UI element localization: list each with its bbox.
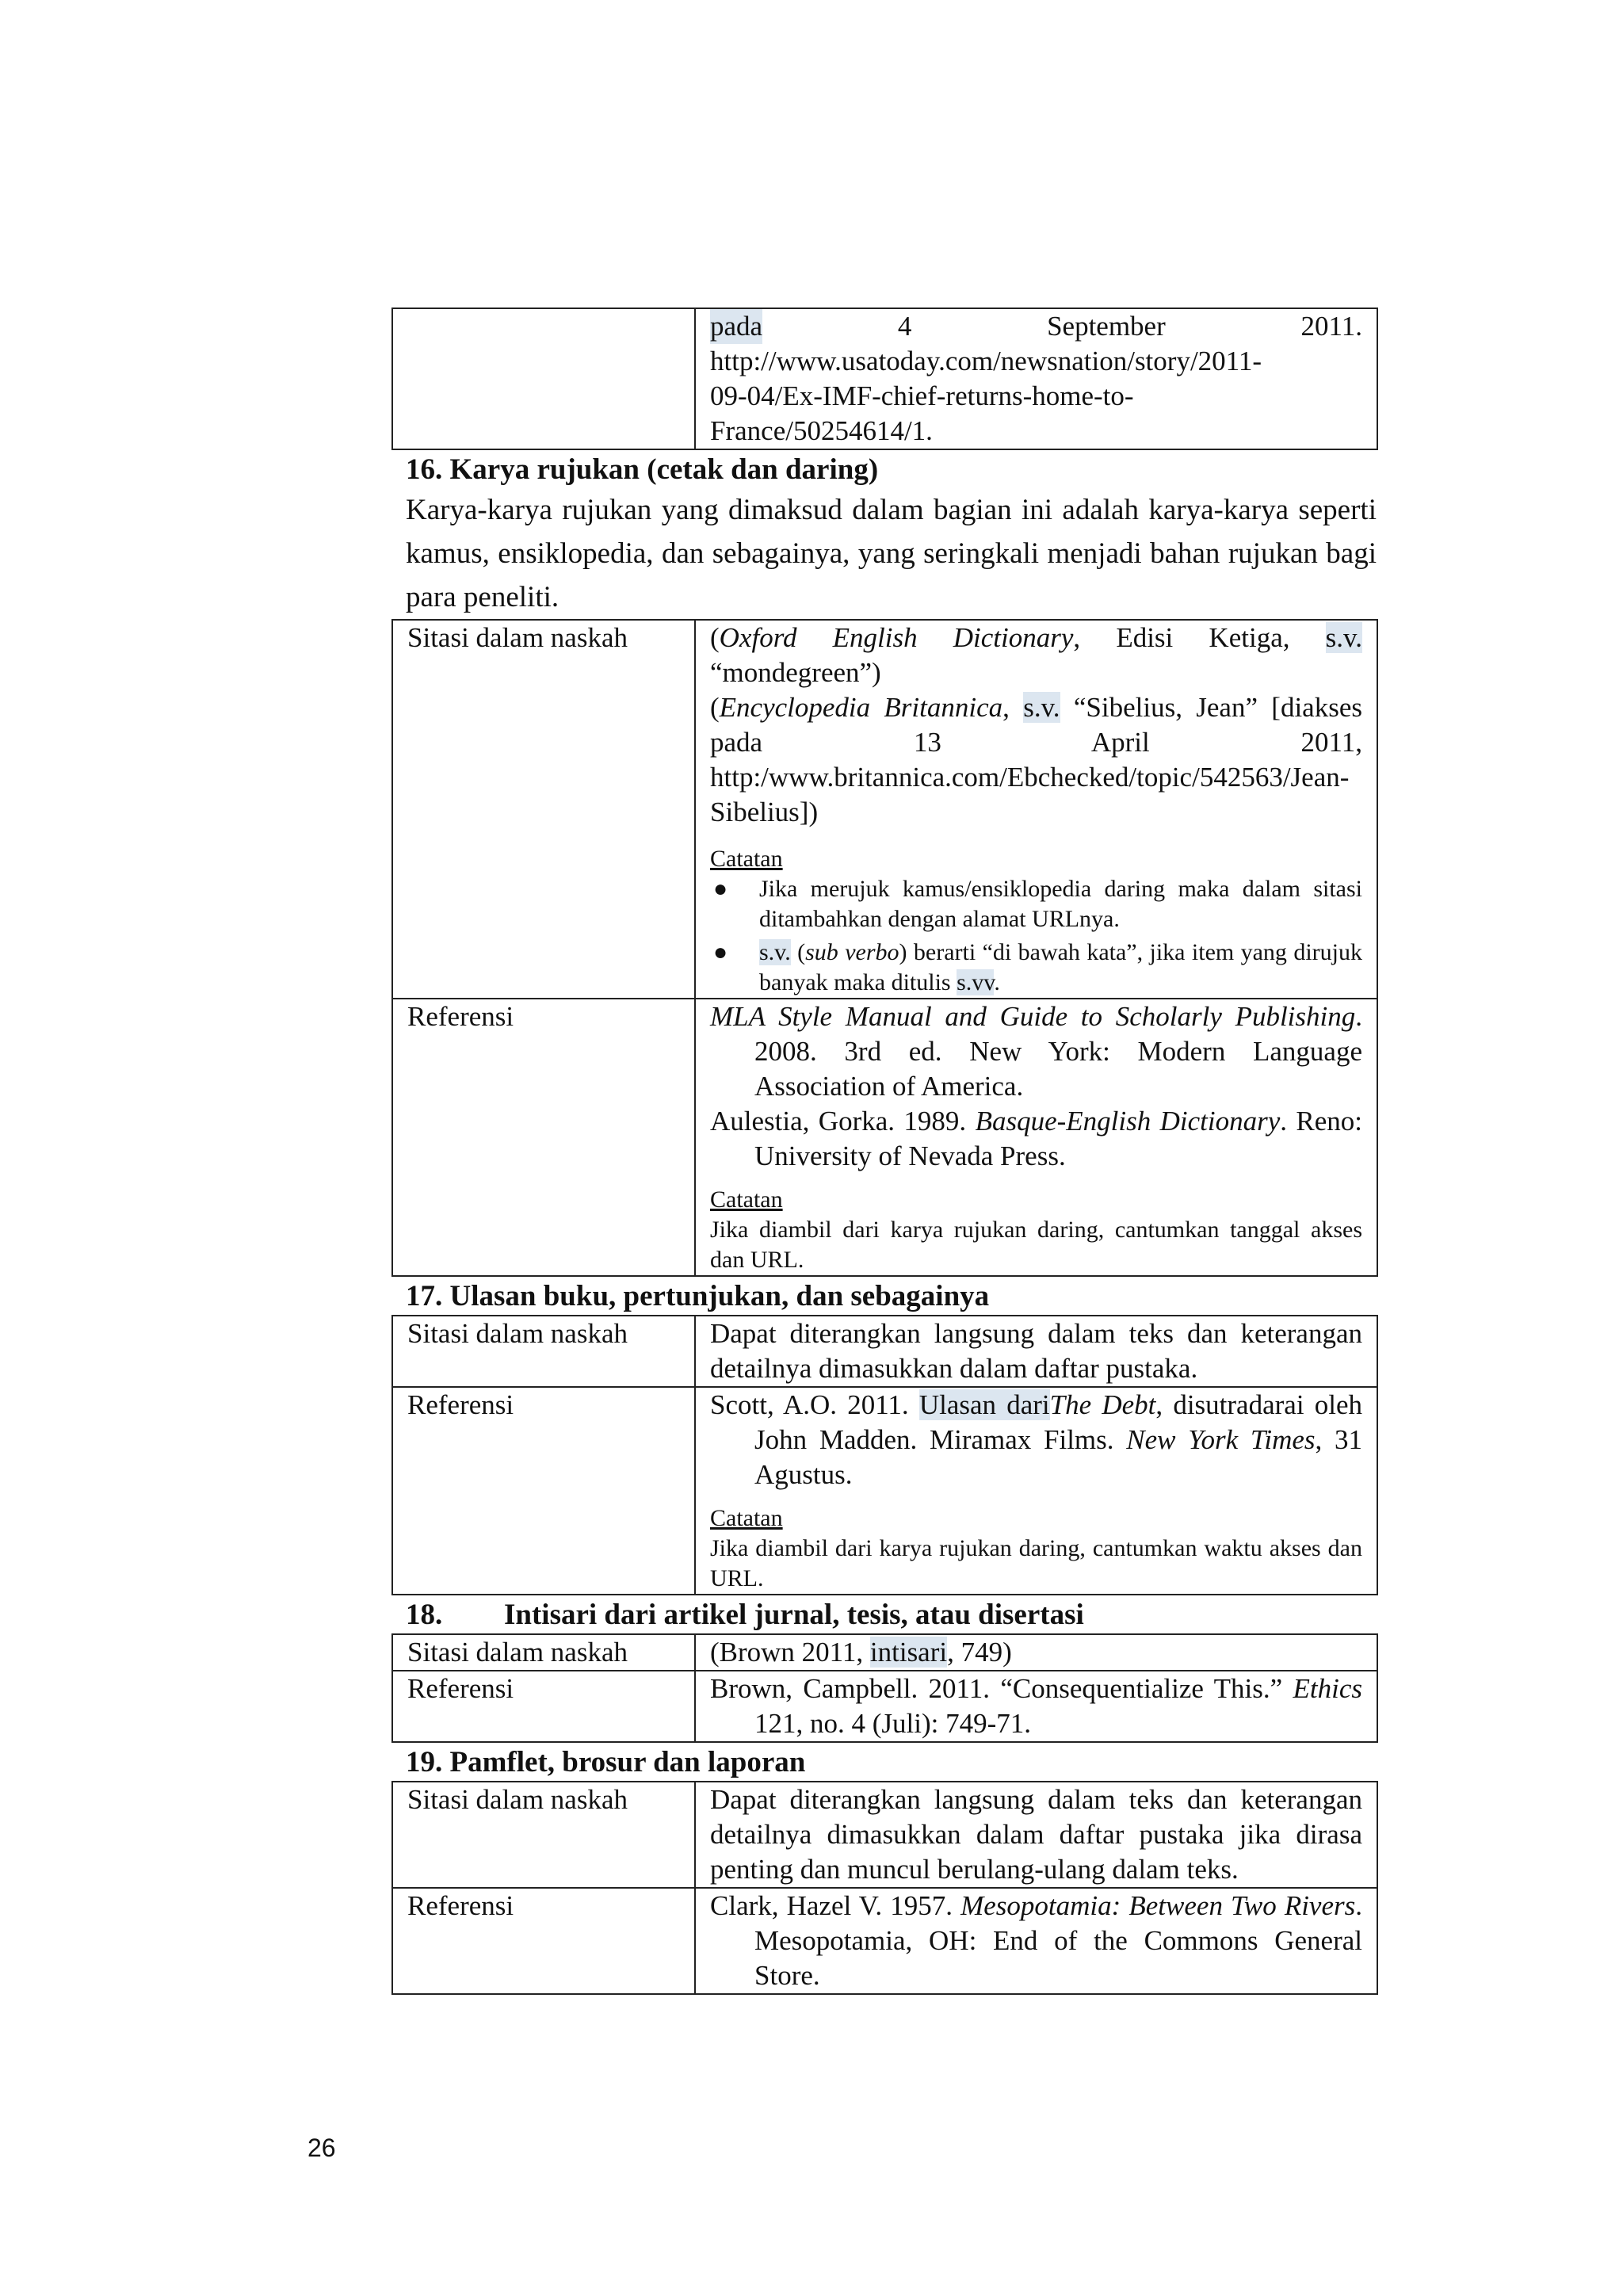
page-content <box>391 308 1378 1995</box>
citation-text: Dapat diterangkan langsung dalam teks dan keterangan detailnya dimasukkan dalam daftar pustaka. <box>710 1318 1362 1384</box>
film-title: The Debt <box>1049 1389 1156 1420</box>
url-line-1: http://www.usatoday.com/newsnation/story/2011- <box>710 346 1262 376</box>
citation-label: Sitasi dalam naskah <box>392 620 695 999</box>
section-19-heading: 19. Pamflet, brosur dan laporan <box>406 1746 806 1778</box>
section-16-paragraph: Karya-karya rujukan yang dimaksud dalam bagian ini adalah karya-karya seperti kamus, ensiklopedia, dan sebagainya, yang seringkali menjadi bahan rujukan bagi para peneliti. <box>406 494 1377 613</box>
note-title: Catatan <box>710 1505 783 1531</box>
url-line-2: 09-04/Ex-IMF-chief-returns-home-to- <box>710 380 1134 411</box>
book-title: Mesopotamia: Between Two Rivers <box>960 1890 1356 1921</box>
reference-cell <box>695 1387 1377 1595</box>
basque-dictionary-title: Basque-English Dictionary <box>975 1106 1281 1137</box>
citation-cell <box>695 1316 1377 1387</box>
newspaper-title: New York Times <box>1126 1424 1316 1455</box>
continued-table <box>391 308 1378 450</box>
citation-1: (Oxford English Dictionary, Edisi Ketiga, s.v. “mondegreen”) <box>710 622 1362 688</box>
note-bullet-2: ● s.v. (sub verbo) berarti “di bawah kata”, jika item yang dirujuk banyak maka ditulis s.vv. <box>713 939 1362 995</box>
date-line <box>710 309 1362 344</box>
reference-cell <box>695 999 1377 1276</box>
word-year: 2011. <box>1300 311 1362 342</box>
reference-1: MLA Style Manual and Guide to Scholarly Publishing. 2008. 3rd ed. New York: Modern Language Association of America. <box>710 1001 1362 1102</box>
url-line-3: France/50254614/1. <box>710 415 933 446</box>
section-19-table <box>391 1781 1378 1995</box>
citation-text: Dapat diterangkan langsung dalam teks dan keterangan detailnya dimasukkan dalam daftar pustaka jika dirasa penting dan muncul berulang-ulang dalam teks. <box>710 1784 1362 1885</box>
reference-2: Aulestia, Gorka. 1989. Basque-English Dictionary. Reno: University of Nevada Press. <box>710 1106 1363 1171</box>
reference-entry: Clark, Hazel V. 1957. Mesopotamia: Between Two Rivers. Mesopotamia, OH: End of the Commons General Store. <box>710 1890 1362 1991</box>
reference-cell <box>695 1671 1377 1742</box>
sv-abbrev: s.v. <box>1023 692 1060 723</box>
sv-abbrev: s.v. <box>1325 622 1362 653</box>
reference-label: Referensi <box>392 1387 695 1595</box>
section-17-table <box>391 1315 1378 1595</box>
citation-label: Sitasi dalam naskah <box>392 1316 695 1387</box>
section-16-table <box>391 619 1378 1277</box>
mla-title: MLA Style Manual and Guide to Scholarly Publishing <box>710 1001 1356 1032</box>
reference-entry: Brown, Campbell. 2011. “Consequentialize This.” Ethics 121, no. 4 (Juli): 749-71. <box>710 1673 1362 1739</box>
citation-label: Sitasi dalam naskah <box>392 1634 695 1671</box>
word-month: September <box>1047 311 1166 342</box>
citation-label: Sitasi dalam naskah <box>392 1782 695 1888</box>
bullet-icon: ● <box>713 939 728 965</box>
encyclopedia-title: Encyclopedia Britannica <box>719 692 1003 723</box>
reference-entry: Scott, A.O. 2011. Ulasan dariThe Debt, disutradarai oleh John Madden. Miramax Films. New York Times, 31 Agustus. <box>710 1389 1362 1490</box>
reference-label: Referensi <box>392 999 695 1276</box>
section-17-heading: 17. Ulasan buku, pertunjukan, dan sebagainya <box>406 1280 990 1312</box>
citation-cell <box>695 1782 1377 1888</box>
note-bullet-1: ● Jika merujuk kamus/ensiklopedia daring maka dalam sitasi ditambahkan dengan alamat URLnya. <box>713 876 1362 932</box>
journal-title: Ethics <box>1293 1673 1362 1704</box>
citation-cell <box>695 1634 1377 1671</box>
dictionary-title: Oxford English Dictionary <box>719 622 1074 653</box>
citation-2: (Encyclopedia Britannica, s.v. “Sibelius, Jean” [diakses pada 13 April 2011, http:/www.britannica.com/Ebchecked/topic/542563/Jean-Sibelius]) <box>710 692 1362 827</box>
note-text: Jika diambil dari karya rujukan daring, cantumkan waktu akses dan URL. <box>710 1535 1362 1591</box>
continued-reference-cell <box>695 308 1377 449</box>
note-text: Jika diambil dari karya rujukan daring, cantumkan tanggal akses dan URL. <box>710 1217 1362 1273</box>
empty-cell <box>392 308 695 449</box>
note-title: Catatan <box>710 1186 783 1213</box>
page-number: 26 <box>307 2134 336 2162</box>
section-18-table <box>391 1633 1378 1743</box>
reference-cell <box>695 1888 1377 1994</box>
reference-label: Referensi <box>392 1888 695 1994</box>
citation-text: (Brown 2011, intisari, 749) <box>710 1637 1012 1668</box>
bullet-icon: ● <box>713 876 728 902</box>
word-pada: pada <box>710 309 762 344</box>
citation-cell <box>695 620 1377 999</box>
reference-label: Referensi <box>392 1671 695 1742</box>
section-18-heading: 18. Intisari dari artikel jurnal, tesis, atau disertasi <box>406 1599 1084 1631</box>
section-16-heading: 16. Karya rujukan (cetak dan daring) <box>406 453 879 486</box>
note-title: Catatan <box>710 846 783 872</box>
word-day: 4 <box>897 311 912 342</box>
